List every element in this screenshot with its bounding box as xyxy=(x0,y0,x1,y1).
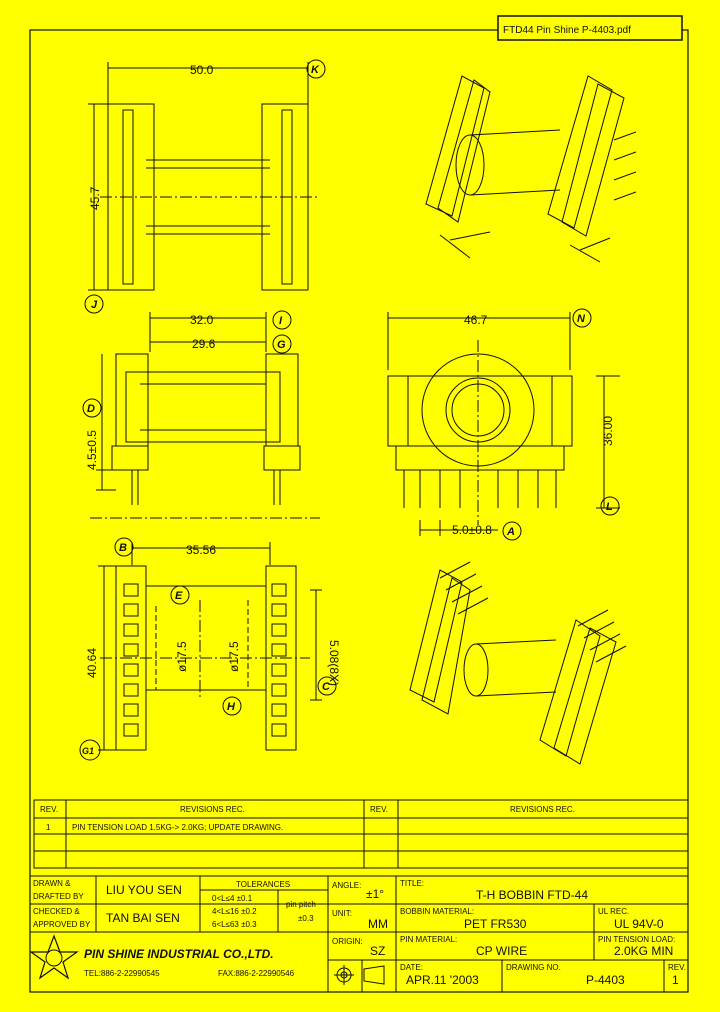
rev-desc-header-2: REVISIONS REC. xyxy=(510,805,575,814)
svg-text:L: L xyxy=(606,501,613,513)
checked-label-1: CHECKED & xyxy=(33,907,80,916)
rev-row1-desc: PIN TENSION LOAD 1.5KG-> 2.0KG; UPDATE DRAWING. xyxy=(72,823,284,832)
company-tel: TEL:886-2-22990545 xyxy=(84,969,160,978)
callout-G xyxy=(273,335,291,353)
dim-4-5: 4.5±0.5 xyxy=(85,430,99,470)
svg-text:J: J xyxy=(91,299,98,311)
pin-pitch-val: ±0.3 xyxy=(298,914,314,923)
pin-tension-value: 2.0KG MIN xyxy=(614,944,674,958)
svg-text:G: G xyxy=(277,339,286,351)
dim-29-6: 29.6 xyxy=(192,337,216,351)
tol-3: 6<L≤63 ±0.3 xyxy=(212,920,257,929)
svg-text:I: I xyxy=(279,315,283,327)
drawing-no-value: P-4403 xyxy=(586,973,625,987)
origin-value: SZ xyxy=(370,944,386,958)
dim-36: 36.00 xyxy=(601,415,615,446)
rev-col-header-2: REV. xyxy=(370,805,388,814)
rev-desc-header: REVISIONS REC. xyxy=(180,805,245,814)
iso-view-top xyxy=(426,76,636,262)
angle-label: ANGLE: xyxy=(332,881,362,890)
dim-17-5b: ø17.5 xyxy=(227,641,241,672)
dim-46-7: 46.7 xyxy=(464,313,488,327)
callout-B xyxy=(115,538,133,556)
bobbin-mat-value: PET FR530 xyxy=(464,917,527,931)
svg-text:K: K xyxy=(311,64,319,76)
tol-title: TOLERANCES xyxy=(236,880,291,889)
title-label: TITLE: xyxy=(400,879,425,888)
callout-D xyxy=(83,399,101,417)
pin-tension-label: PIN TENSION LOAD: xyxy=(598,935,676,944)
drawn-label-2: DRAFTED BY xyxy=(33,892,84,901)
callout-G1 xyxy=(80,740,100,760)
pin-pitch: pin pitch xyxy=(286,900,316,909)
dim-32: 32.0 xyxy=(190,313,214,327)
bottom-view xyxy=(98,542,322,750)
company-logo xyxy=(31,936,77,978)
checked-value: TAN BAI SEN xyxy=(106,911,180,925)
callout-N xyxy=(573,309,591,327)
rev-row1-num: 1 xyxy=(46,823,51,832)
svg-text:G1: G1 xyxy=(82,746,95,756)
callout-E xyxy=(171,586,189,604)
dim-17-5a: ø17.5 xyxy=(175,641,189,672)
right-elevation xyxy=(388,312,620,536)
callout-J xyxy=(85,295,103,313)
rev-value: 1 xyxy=(672,973,679,987)
dim-45-7: 45.7 xyxy=(88,186,102,210)
title-value: T-H BOBBIN FTD-44 xyxy=(476,888,589,902)
svg-text:N: N xyxy=(577,313,585,325)
date-value: APR.11 '2003 xyxy=(406,973,479,987)
ul-label: UL REC. xyxy=(598,907,630,916)
drawn-value: LIU YOU SEN xyxy=(106,883,182,897)
dim-50: 50.0 xyxy=(190,63,214,77)
company-name: PIN SHINE INDUSTRIAL CO.,LTD. xyxy=(84,947,274,961)
front-view xyxy=(88,62,320,290)
tol-2: 4<L≤16 ±0.2 xyxy=(212,907,257,916)
revisions-grid xyxy=(34,800,688,868)
angle-value: ±1° xyxy=(366,887,385,901)
callout-I xyxy=(273,311,291,329)
dim-5: 5.0±0.8 xyxy=(452,523,492,537)
callout-K xyxy=(307,60,325,78)
svg-text:E: E xyxy=(175,590,183,602)
drawn-label-1: DRAWN & xyxy=(33,879,71,888)
iso-view-bottom xyxy=(410,562,626,764)
dim-5-08: 5.08(8X) xyxy=(327,640,341,687)
svg-text:C: C xyxy=(322,681,330,693)
origin-label: ORIGIN: xyxy=(332,937,363,946)
bobbin-mat-label: BOBBIN MATERIAL: xyxy=(400,907,475,916)
bottom-view-pins xyxy=(124,584,286,736)
file-label: FTD44 Pin Shine P-4403.pdf xyxy=(503,25,631,36)
rev-label: REV. xyxy=(668,963,686,972)
pin-mat-value: CP WIRE xyxy=(476,944,528,958)
unit-label: UNIT: xyxy=(332,909,352,918)
unit-value: MM xyxy=(368,917,388,931)
drawing-no-label: DRAWING NO. xyxy=(506,963,561,972)
dim-35-56: 35.56 xyxy=(186,543,217,557)
svg-text:A: A xyxy=(507,526,515,538)
projection-symbol xyxy=(334,965,384,985)
dim-40-64: 40.64 xyxy=(85,647,99,678)
svg-text:B: B xyxy=(119,542,127,554)
rev-col-header: REV. xyxy=(40,805,58,814)
svg-text:H: H xyxy=(227,701,235,713)
callout-H xyxy=(223,697,241,715)
ul-value: UL 94V-0 xyxy=(614,917,664,931)
tol-1: 0<L≤4 ±0.1 xyxy=(212,894,253,903)
checked-label-2: APPROVED BY xyxy=(33,920,91,929)
pin-mat-label: PIN MATERIAL: xyxy=(400,935,458,944)
date-label: DATE: xyxy=(400,963,423,972)
svg-text:D: D xyxy=(87,403,95,415)
callout-A xyxy=(503,522,521,540)
company-fax: FAX:886-2-22990546 xyxy=(218,969,295,978)
